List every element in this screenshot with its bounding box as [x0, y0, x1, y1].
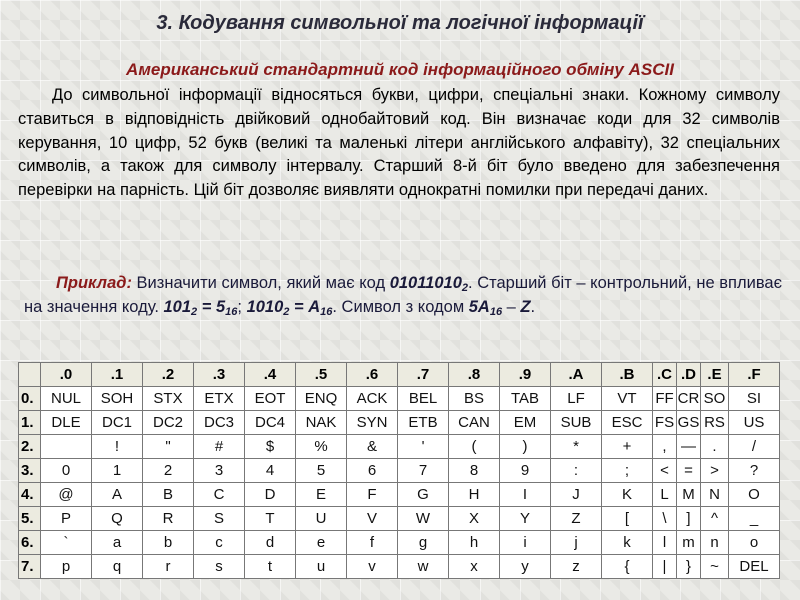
table-row — [19, 411, 780, 435]
intro-paragraph-block — [18, 84, 780, 203]
table-cell: 2 — [143, 459, 194, 483]
table-cell: [ — [602, 507, 653, 531]
table-cell: O — [729, 483, 780, 507]
ascii-table — [18, 362, 780, 579]
table-body — [19, 387, 780, 579]
table-header-row — [19, 363, 780, 387]
table-cell: \ — [653, 507, 677, 531]
example-result-code — [469, 298, 502, 316]
table-cell: 6 — [347, 459, 398, 483]
table-row-header: 2. — [19, 435, 41, 459]
table-cell: q — [92, 555, 143, 579]
table-column-header: .F — [729, 363, 780, 387]
example-text-2: . Старший біт – контрольний, не впливає на значення коду. — [24, 274, 782, 316]
table-cell: : — [551, 459, 602, 483]
table-cell: V — [347, 507, 398, 531]
example-eq-1 — [164, 298, 238, 316]
table-corner-cell — [19, 363, 41, 387]
table-cell: RS — [701, 411, 729, 435]
page-title: 3. Кодування символьної та логічної інформації — [156, 12, 644, 34]
table-cell: LF — [551, 387, 602, 411]
table-column-header: .3 — [194, 363, 245, 387]
table-row-header: 5. — [19, 507, 41, 531]
table-cell: v — [347, 555, 398, 579]
table-cell: BS — [449, 387, 500, 411]
table-cell: DC3 — [194, 411, 245, 435]
table-cell: d — [245, 531, 296, 555]
table-column-header: .1 — [92, 363, 143, 387]
intro-paragraph: До символьної інформації відносяться букви, цифри, спеціальні знаки. Кожному символу ставиться в відповідність двійковий однобайтовий код. Він визначає коди для 32 символів керування, 10 цифр, 52 букв (великі та маленькі літери англійського алфавіту), 32 спеціальних символів, а також для символу інтервалу. Старший 8-й біт було введено для забезпечення перевірки на парність. Цій біт дозволяє виявляти однократні помилки при передачі даних. — [18, 86, 780, 200]
table-cell: CAN — [449, 411, 500, 435]
table-cell: i — [500, 531, 551, 555]
table-cell: r — [143, 555, 194, 579]
table-row-header: 6. — [19, 531, 41, 555]
table-cell: B — [143, 483, 194, 507]
table-cell: BEL — [398, 387, 449, 411]
table-cell: ~ — [701, 555, 729, 579]
example-text-3: . Символ з кодом — [332, 297, 469, 316]
table-cell: H — [449, 483, 500, 507]
table-cell: NAK — [296, 411, 347, 435]
table-cell: 4 — [245, 459, 296, 483]
table-column-header: .E — [701, 363, 729, 387]
eq1-right: = 5 — [197, 297, 226, 316]
table-cell: ETX — [194, 387, 245, 411]
eq2-right: = A — [289, 297, 321, 316]
table-cell: < — [653, 459, 677, 483]
example-eq-2 — [247, 298, 333, 316]
table-cell: VT — [602, 387, 653, 411]
table-cell: GS — [677, 411, 701, 435]
table-column-header: .2 — [143, 363, 194, 387]
table-cell: _ — [729, 507, 780, 531]
table-cell: ) — [500, 435, 551, 459]
table-cell: M — [677, 483, 701, 507]
table-row — [19, 483, 780, 507]
table-cell: EM — [500, 411, 551, 435]
example-code-value: 01011010 — [389, 274, 462, 292]
eq1-left-base: 2 — [191, 305, 198, 318]
table-cell: K — [602, 483, 653, 507]
table-cell: T — [245, 507, 296, 531]
table-cell: ' — [398, 435, 449, 459]
table-cell: DLE — [41, 411, 92, 435]
table-cell: / — [729, 435, 780, 459]
table-cell: @ — [41, 483, 92, 507]
table-cell: ETB — [398, 411, 449, 435]
table-cell: DEL — [729, 555, 780, 579]
table-row-header: 0. — [19, 387, 41, 411]
table-cell: t — [245, 555, 296, 579]
table-cell: k — [602, 531, 653, 555]
table-cell: X — [449, 507, 500, 531]
table-row — [19, 531, 780, 555]
table-cell: ESC — [602, 411, 653, 435]
example-text-4: – — [502, 297, 521, 316]
table-column-header: .D — [677, 363, 701, 387]
table-column-header: .4 — [245, 363, 296, 387]
example-code — [390, 274, 468, 292]
table-row — [19, 555, 780, 579]
table-row — [19, 387, 780, 411]
table-cell: b — [143, 531, 194, 555]
table-cell: SYN — [347, 411, 398, 435]
table-cell: ENQ — [296, 387, 347, 411]
table-column-header: .6 — [347, 363, 398, 387]
table-cell: 8 — [449, 459, 500, 483]
table-column-header: .A — [551, 363, 602, 387]
result-code-base: 16 — [489, 305, 503, 318]
table-cell: 5 — [296, 459, 347, 483]
table-column-header: .7 — [398, 363, 449, 387]
table-cell: o — [729, 531, 780, 555]
table-cell: 9 — [500, 459, 551, 483]
table-cell: NUL — [41, 387, 92, 411]
table-row-header: 4. — [19, 483, 41, 507]
table-cell: S — [194, 507, 245, 531]
eq2-right-base: 16 — [320, 305, 333, 318]
table-cell: z — [551, 555, 602, 579]
table-cell: h — [449, 531, 500, 555]
table-cell: j — [551, 531, 602, 555]
table-column-header: .8 — [449, 363, 500, 387]
table-cell: SOH — [92, 387, 143, 411]
table-cell: N — [701, 483, 729, 507]
table-cell: , — [653, 435, 677, 459]
table-cell: e — [296, 531, 347, 555]
eq1-right-base: 16 — [225, 305, 238, 318]
table-cell: s — [194, 555, 245, 579]
table-column-header: .B — [602, 363, 653, 387]
table-cell: Z — [551, 507, 602, 531]
example-result-char: Z — [520, 297, 531, 316]
table-cell: I — [500, 483, 551, 507]
table-row-header: 7. — [19, 555, 41, 579]
table-cell: E — [296, 483, 347, 507]
table-row-header: 3. — [19, 459, 41, 483]
eq2-left: 1010 — [246, 297, 284, 316]
table-cell: STX — [143, 387, 194, 411]
table-cell: W — [398, 507, 449, 531]
eq1-left: 101 — [163, 297, 192, 316]
table-cell: = — [677, 459, 701, 483]
table-cell: ; — [602, 459, 653, 483]
table-cell: w — [398, 555, 449, 579]
table-cell: n — [701, 531, 729, 555]
table-cell: # — [194, 435, 245, 459]
table-cell: g — [398, 531, 449, 555]
table-cell: ! — [92, 435, 143, 459]
example-label: Приклад: — [56, 274, 132, 292]
table-cell: > — [701, 459, 729, 483]
table-cell: x — [449, 555, 500, 579]
table-cell: ` — [41, 531, 92, 555]
table-cell: U — [296, 507, 347, 531]
example-text-5: . — [530, 297, 536, 316]
table-cell: " — [143, 435, 194, 459]
table-cell: ] — [677, 507, 701, 531]
table-cell: J — [551, 483, 602, 507]
table-cell: l — [653, 531, 677, 555]
table-cell: + — [602, 435, 653, 459]
table-cell: F — [347, 483, 398, 507]
table-cell: CR — [677, 387, 701, 411]
table-cell: D — [245, 483, 296, 507]
table-row-header: 1. — [19, 411, 41, 435]
table-cell: * — [551, 435, 602, 459]
example-code-base: 2 — [461, 282, 468, 294]
table-cell: y — [500, 555, 551, 579]
table-row — [19, 507, 780, 531]
table-cell: — — [677, 435, 701, 459]
table-cell: A — [92, 483, 143, 507]
table-row — [19, 435, 780, 459]
table-cell: G — [398, 483, 449, 507]
table-column-header: .5 — [296, 363, 347, 387]
table-cell: } — [677, 555, 701, 579]
table-cell — [41, 435, 92, 459]
example-sep: ; — [237, 297, 247, 316]
table-cell: SUB — [551, 411, 602, 435]
table-cell: . — [701, 435, 729, 459]
example-block — [24, 272, 782, 320]
table-cell: a — [92, 531, 143, 555]
table-cell: R — [143, 507, 194, 531]
table-cell: ? — [729, 459, 780, 483]
table-cell: ( — [449, 435, 500, 459]
table-cell: Y — [500, 507, 551, 531]
table-cell: p — [41, 555, 92, 579]
table-cell: ACK — [347, 387, 398, 411]
table-cell: 0 — [41, 459, 92, 483]
table-cell: C — [194, 483, 245, 507]
table-cell: ^ — [701, 507, 729, 531]
table-cell: FF — [653, 387, 677, 411]
example-paragraph — [24, 272, 782, 320]
table-cell: f — [347, 531, 398, 555]
table-cell: SI — [729, 387, 780, 411]
table-cell: 3 — [194, 459, 245, 483]
table-column-header: .0 — [41, 363, 92, 387]
table-cell: { — [602, 555, 653, 579]
table-cell: SO — [701, 387, 729, 411]
table-cell: P — [41, 507, 92, 531]
table-column-header: .9 — [500, 363, 551, 387]
table-row — [19, 459, 780, 483]
table-cell: u — [296, 555, 347, 579]
table-cell: % — [296, 435, 347, 459]
table-cell: Q — [92, 507, 143, 531]
result-code-value: 5A — [468, 297, 490, 316]
table-cell: $ — [245, 435, 296, 459]
table-cell: US — [729, 411, 780, 435]
eq2-left-base: 2 — [283, 305, 290, 318]
table-cell: DC1 — [92, 411, 143, 435]
table-cell: EOT — [245, 387, 296, 411]
page-subtitle: Американський стандартний код інформаційного обміну ASCII — [126, 60, 674, 79]
table-cell: L — [653, 483, 677, 507]
table-cell: m — [677, 531, 701, 555]
table-cell: 7 — [398, 459, 449, 483]
table-cell: DC2 — [143, 411, 194, 435]
table-cell: & — [347, 435, 398, 459]
example-text-1: Визначити символ, який має код — [131, 274, 390, 292]
table-cell: | — [653, 555, 677, 579]
table-cell: c — [194, 531, 245, 555]
table-cell: DC4 — [245, 411, 296, 435]
table-cell: TAB — [500, 387, 551, 411]
table-cell: 1 — [92, 459, 143, 483]
table-column-header: .C — [653, 363, 677, 387]
table-cell: FS — [653, 411, 677, 435]
